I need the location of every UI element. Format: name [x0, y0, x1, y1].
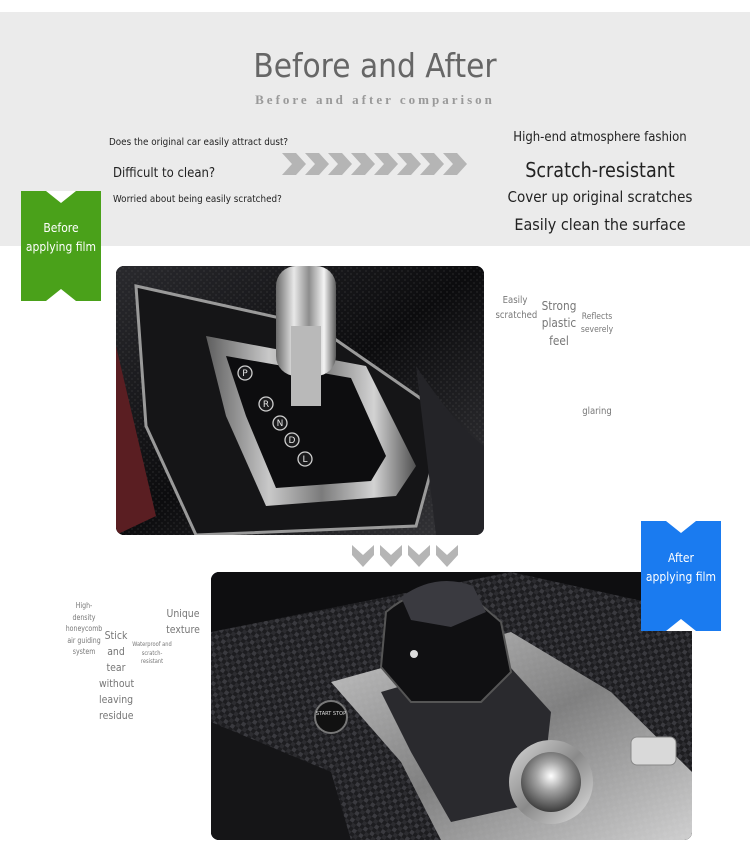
after-applying-badge: [641, 521, 721, 631]
problem-scratch: Worried about being easily scratched?: [113, 194, 282, 205]
note-strong-plastic: Strong plastic feel: [541, 299, 577, 348]
gear-console-before-image: [116, 266, 484, 535]
badge-notch-top: [46, 191, 76, 203]
gear-r-label: R: [262, 400, 270, 410]
note-easily-scratched: Easily scratched: [495, 295, 538, 321]
note-reflects: Reflects severely: [580, 312, 614, 336]
chevron-arrows-down-icon: [352, 545, 462, 567]
page-subtitle: Before and after comparison: [255, 92, 495, 107]
gear-l-label: L: [302, 455, 308, 465]
gear-console-after-image: [211, 572, 692, 840]
note-stick-and-tear: Stick and tear without leaving residue: [99, 629, 135, 722]
badge-notch-bottom: [666, 619, 696, 631]
chevron-arrows-right-icon: [282, 153, 468, 175]
gear-p-label: P: [242, 369, 248, 379]
before-applying-badge: [21, 191, 101, 301]
before-badge-label: Before applying film: [25, 221, 97, 254]
problem-clean: Difficult to clean?: [113, 166, 216, 181]
note-unique-texture: Unique texture: [166, 607, 200, 636]
benefit-fashion: High-end atmosphere fashion: [513, 130, 687, 145]
benefit-cover-scratches: Cover up original scratches: [507, 188, 693, 206]
problem-dust: Does the original car easily attract dust?: [109, 137, 289, 148]
start-stop-label: START STOP: [315, 711, 347, 717]
note-glaring: glaring: [582, 406, 612, 417]
before-photo: [116, 266, 484, 535]
page-title: Before and After: [253, 46, 497, 85]
note-honeycomb: High-density honeycomb air guiding system: [65, 601, 103, 657]
after-badge-label: After applying film: [645, 551, 717, 584]
badge-notch-bottom: [46, 289, 76, 301]
note-waterproof: Waterproof and scratch-resistant: [132, 641, 172, 666]
badge-notch-top: [666, 521, 696, 533]
benefit-easy-clean: Easily clean the surface: [514, 215, 686, 234]
gear-d-label: D: [288, 436, 296, 446]
after-photo: [211, 572, 692, 840]
gear-n-label: N: [276, 419, 284, 429]
benefit-scratch-resistant: Scratch-resistant: [525, 158, 675, 182]
